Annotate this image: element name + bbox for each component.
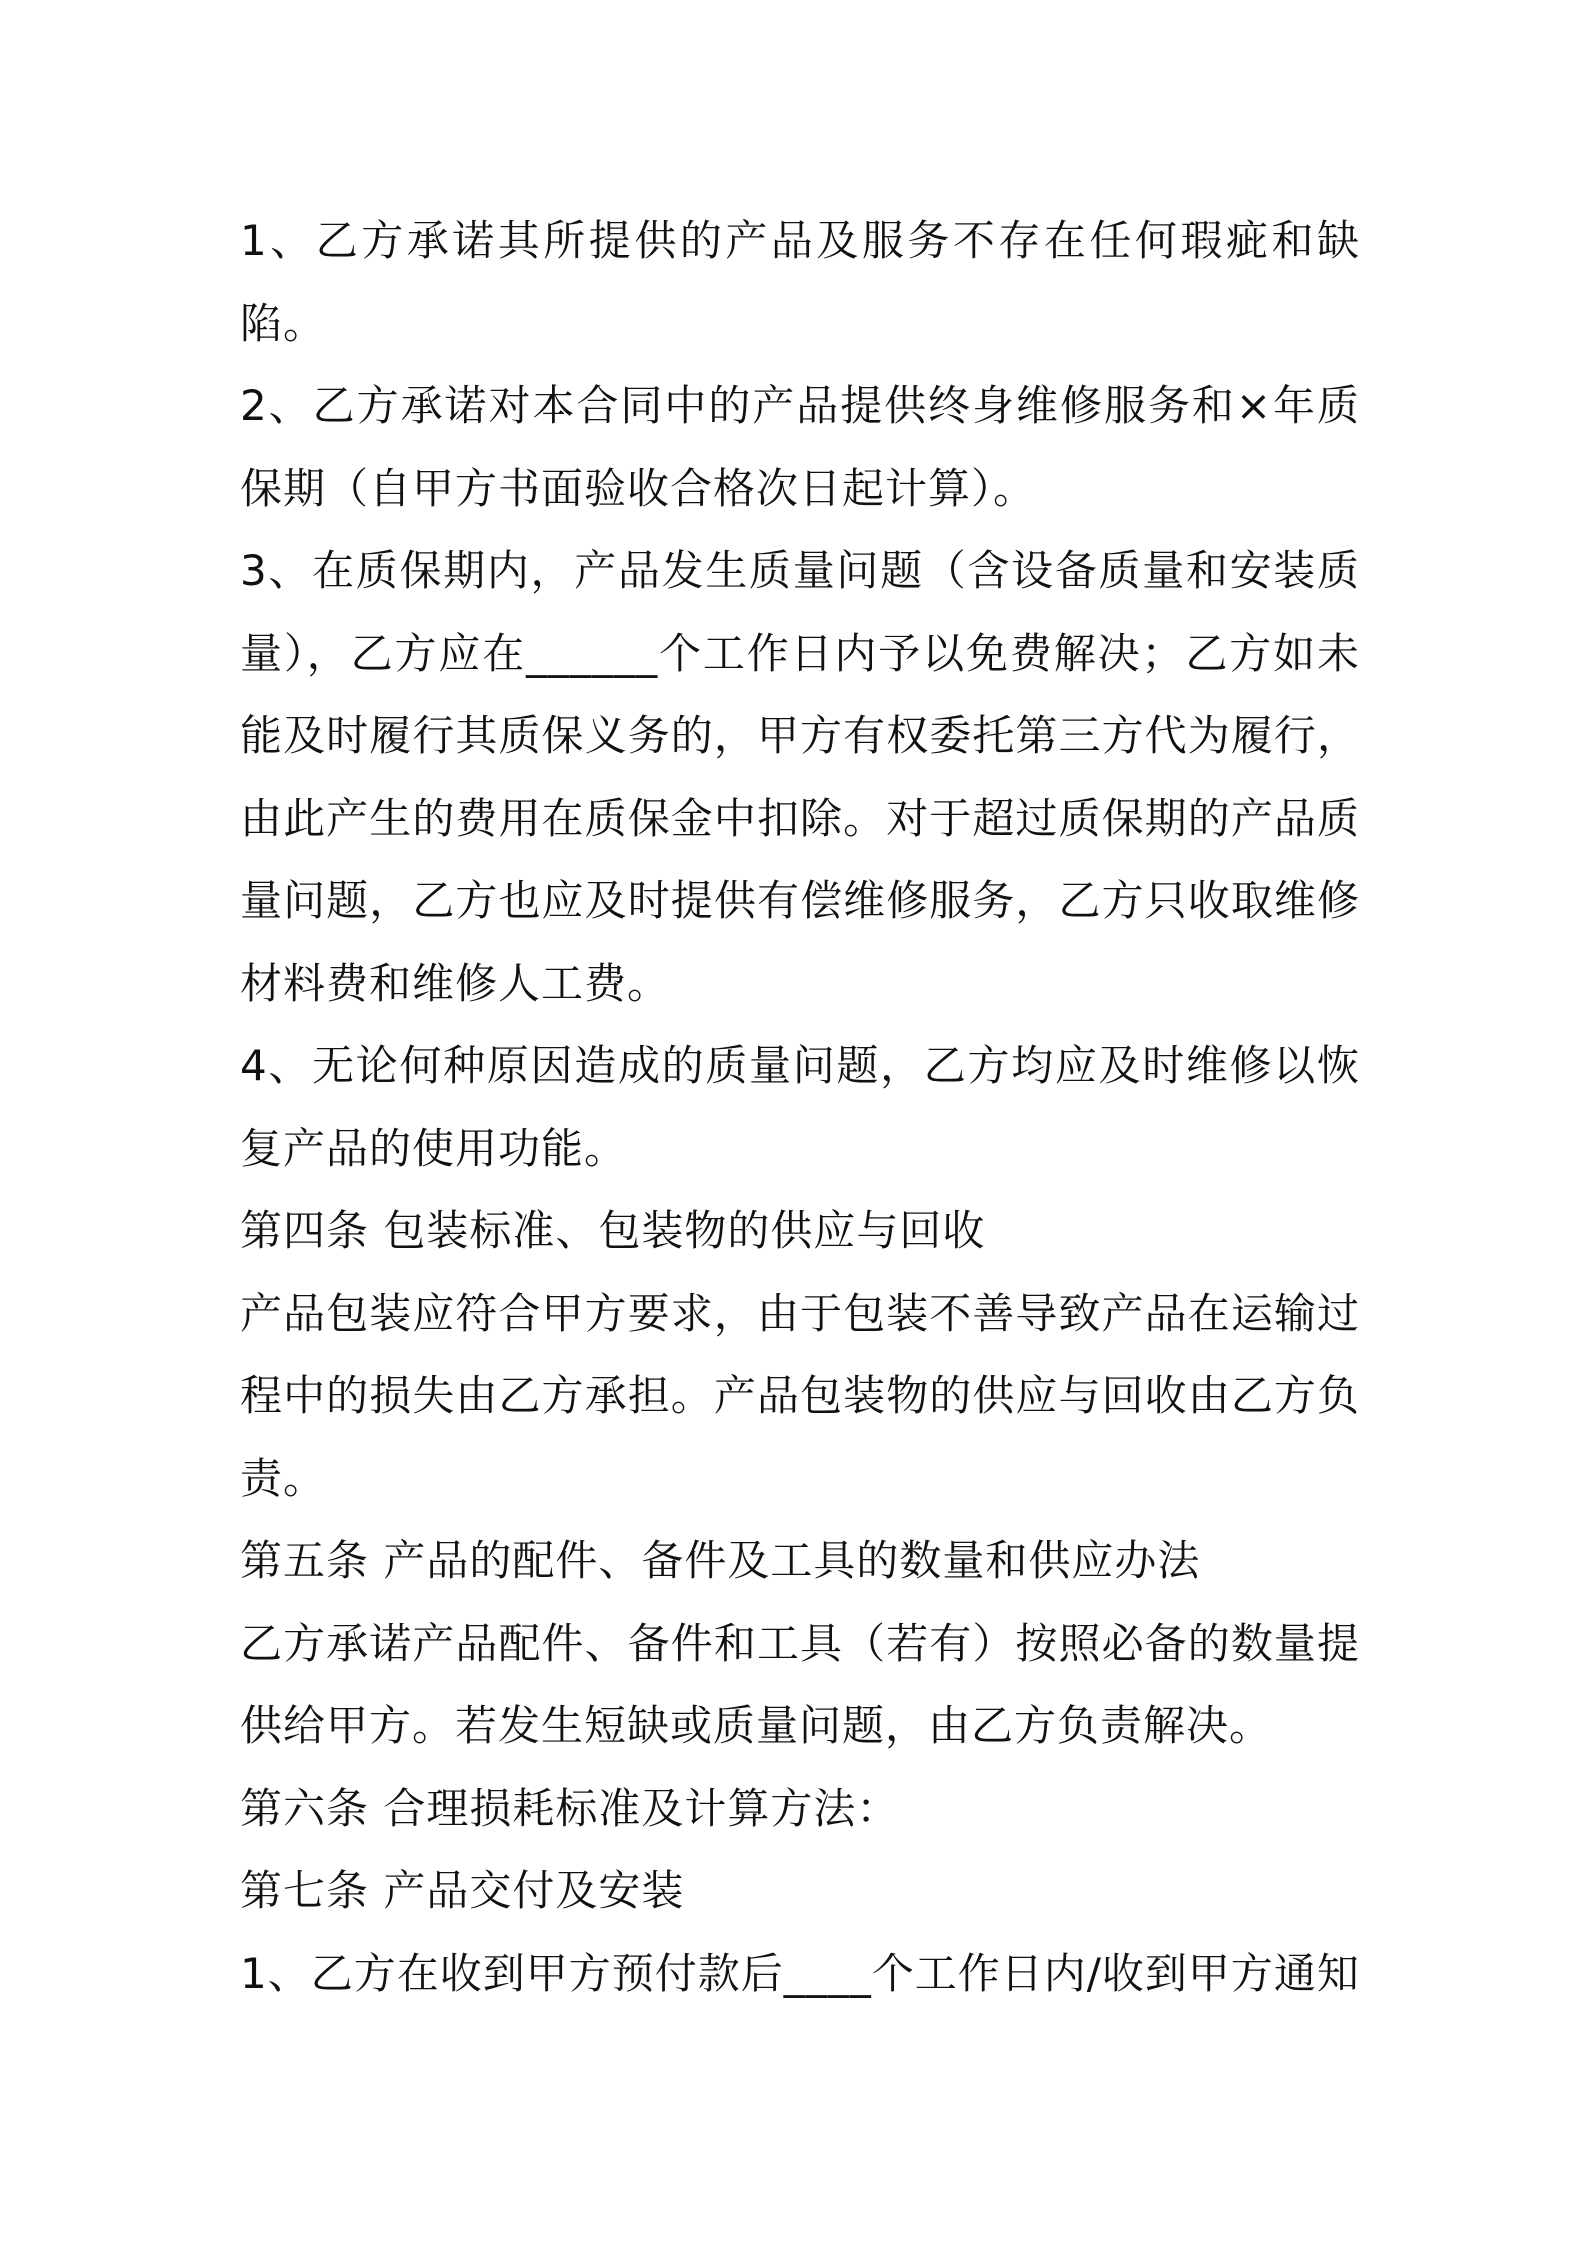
article-heading: 第六条 合理损耗标准及计算方法： [240,1783,900,1833]
clause-paragraph: 3、在质保期内，产品发生质量问题（含设备质量和安装质量），乙方应在______个工作日内予以免费解决；乙方如未能及时履行其质保义务的，甲方有权委托第三方代为履行，由此产生的费用在质保金中扣除。对于超过质保期的产品质量问题，乙方也应及时提供有偿维修服务，乙方只收取维修材料费和维修人工费。 [240,546,1360,1008]
clause-paragraph: 1、乙方在收到甲方预付款后____个工作日内/收到甲方通知 [240,1948,1360,1998]
clause-paragraph: 1、乙方承诺其所提供的产品及服务不存在任何瑕疵和缺陷。 [240,216,1360,348]
article-heading: 第五条 产品的配件、备件及工具的数量和供应办法 [240,1536,1201,1585]
clause-paragraph: 4、无论何种原因造成的质量问题，乙方均应及时维修以恢复产品的使用功能。 [240,1041,1360,1173]
clause-paragraph: 乙方承诺产品配件、备件和工具（若有）按照必备的数量提供给甲方。若发生短缺或质量问题，由乙方负责解决。 [240,1618,1360,1750]
document-body [240,200,1360,2015]
clause-paragraph: 产品包装应符合甲方要求，由于包装不善导致产品在运输过程中的损失由乙方承担。产品包装物的供应与回收由乙方负责。 [240,1288,1360,1503]
article-heading: 第七条 产品交付及安装 [240,1866,685,1915]
article-heading: 第四条 包装标准、包装物的供应与回收 [240,1206,986,1255]
clause-paragraph: 2、乙方承诺对本合同中的产品提供终身维修服务和×年质保期（自甲方书面验收合格次日起计算）。 [240,381,1360,513]
